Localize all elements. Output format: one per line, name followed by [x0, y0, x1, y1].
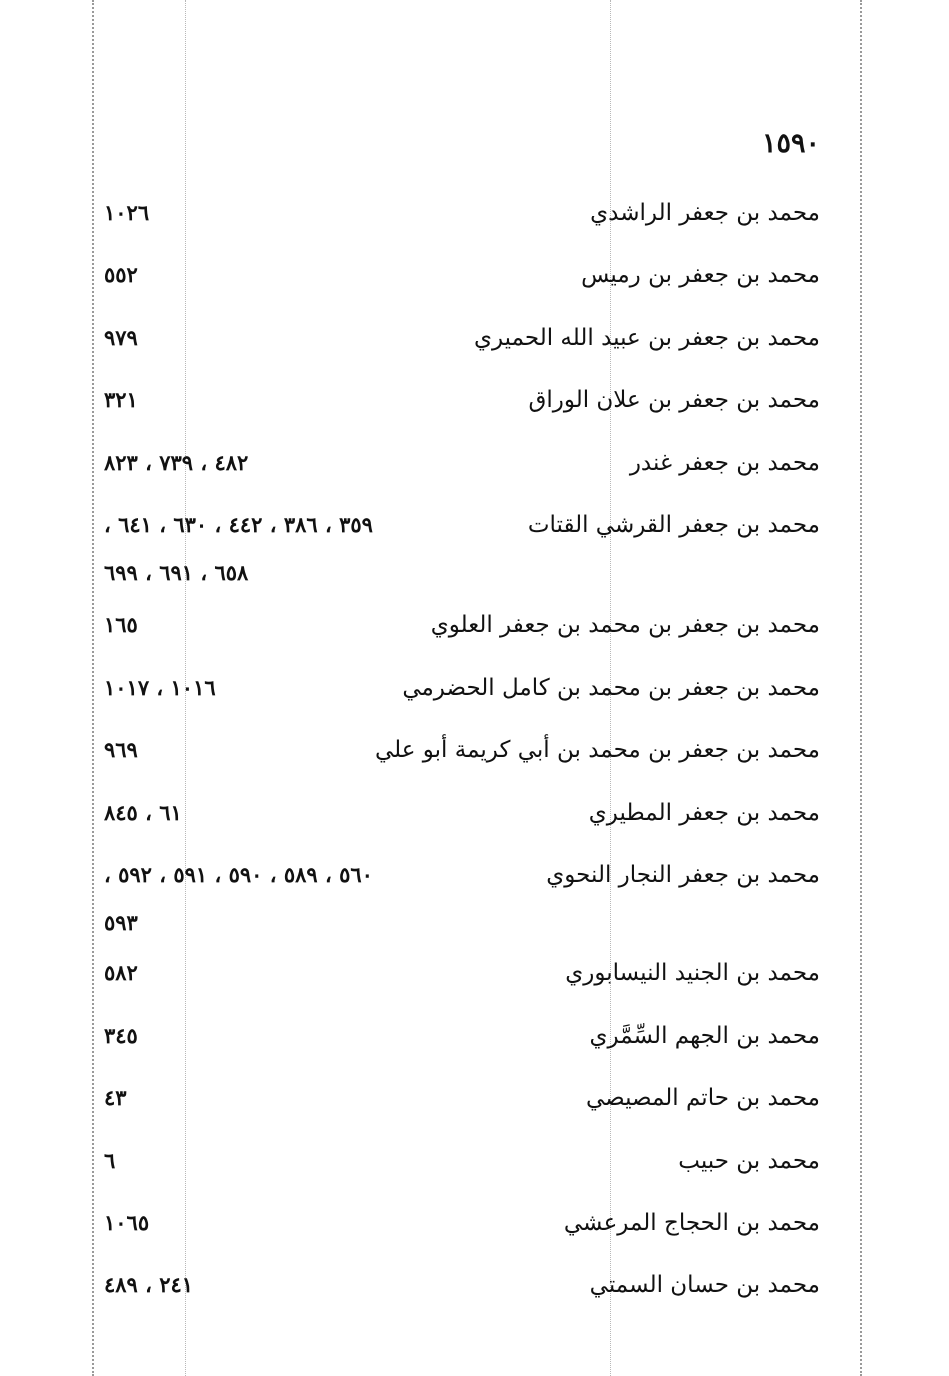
entry-name: محمد بن جعفر النجار النحوي	[546, 862, 820, 888]
entry-name: محمد بن جعفر بن عبيد الله الحميري	[473, 325, 820, 351]
entry-pages: ٣٥٩ ، ٣٨٦ ، ٤٤٢ ، ٦٣٠ ، ٦٤١ ،	[104, 512, 373, 537]
index-entry	[100, 862, 820, 962]
index-entry	[100, 612, 820, 664]
entry-pages: ٣٢١	[104, 387, 138, 412]
entry-pages: ٤٣	[104, 1085, 127, 1110]
index-entry	[100, 512, 820, 612]
entry-pages: ٤٨٢ ، ٧٣٩ ، ٨٢٣	[104, 450, 249, 475]
entry-name: محمد بن الجهم السِّمَّري	[589, 1023, 820, 1049]
entry-name: محمد بن حاتم المصيصي	[585, 1085, 820, 1111]
index-entry	[100, 1085, 820, 1137]
index-entry	[100, 450, 820, 502]
entry-name: محمد بن جعفر بن محمد بن أبي كريمة أبو علي	[374, 737, 820, 763]
index-entry	[100, 737, 820, 789]
entry-name: محمد بن جعفر الراشدي	[590, 200, 820, 226]
index-entry	[100, 325, 820, 377]
index-entry	[100, 387, 820, 439]
entry-pages: ١٠٦٥	[104, 1210, 150, 1235]
entry-pages: ٩٧٩	[104, 325, 138, 350]
entry-name: محمد بن جعفر غندر	[629, 450, 820, 476]
index-entry	[100, 200, 820, 252]
index-entry	[100, 960, 820, 1012]
entry-pages: ٢٤١ ، ٤٨٩	[104, 1272, 194, 1297]
entry-name: محمد بن جعفر بن رميس	[581, 262, 820, 288]
entry-pages-continued: ٥٩٣	[104, 910, 138, 935]
entry-name: محمد بن جعفر بن علان الوراق	[528, 387, 820, 413]
entry-name: محمد بن جعفر بن محمد بن كامل الحضرمي	[402, 675, 820, 701]
entry-pages: ٥٦٠ ، ٥٨٩ ، ٥٩٠ ، ٥٩١ ، ٥٩٢ ،	[104, 862, 373, 887]
entry-name: محمد بن جعفر المطيري	[588, 800, 820, 826]
index-entry	[100, 1148, 820, 1200]
entry-pages: ١٠١٦ ، ١٠١٧	[104, 675, 216, 700]
entry-pages: ٩٦٩	[104, 737, 138, 762]
entry-pages: ٥٥٢	[104, 262, 138, 287]
entry-name: محمد بن جعفر القرشي القتات	[527, 512, 820, 538]
entry-name: محمد بن الحجاج المرعشي	[563, 1210, 820, 1236]
index-entry	[100, 1023, 820, 1075]
scan-guide-line	[92, 0, 94, 1376]
scan-guide-line	[860, 0, 862, 1376]
entry-pages: ٥٨٢	[104, 960, 138, 985]
entry-name: محمد بن حبيب	[678, 1148, 820, 1174]
entry-pages: ١٦٥	[104, 612, 138, 637]
index-entry	[100, 800, 820, 852]
page-number: ١٥٩٠	[761, 128, 820, 159]
index-entry	[100, 675, 820, 727]
entry-name: محمد بن الجنيد النيسابوري	[565, 960, 820, 986]
entry-pages-continued: ٦٥٨ ، ٦٩١ ، ٦٩٩	[104, 560, 249, 585]
entry-pages: ٦	[104, 1148, 116, 1173]
index-entry	[100, 1272, 820, 1324]
index-entry	[100, 262, 820, 314]
index-entry	[100, 1210, 820, 1262]
entry-pages: ٣٤٥	[104, 1023, 138, 1048]
entry-name: محمد بن جعفر بن محمد بن جعفر العلوي	[430, 612, 820, 638]
entry-pages: ٦١ ، ٨٤٥	[104, 800, 182, 825]
entry-pages: ١٠٢٦	[104, 200, 150, 225]
entry-name: محمد بن حسان السمتي	[589, 1272, 820, 1298]
